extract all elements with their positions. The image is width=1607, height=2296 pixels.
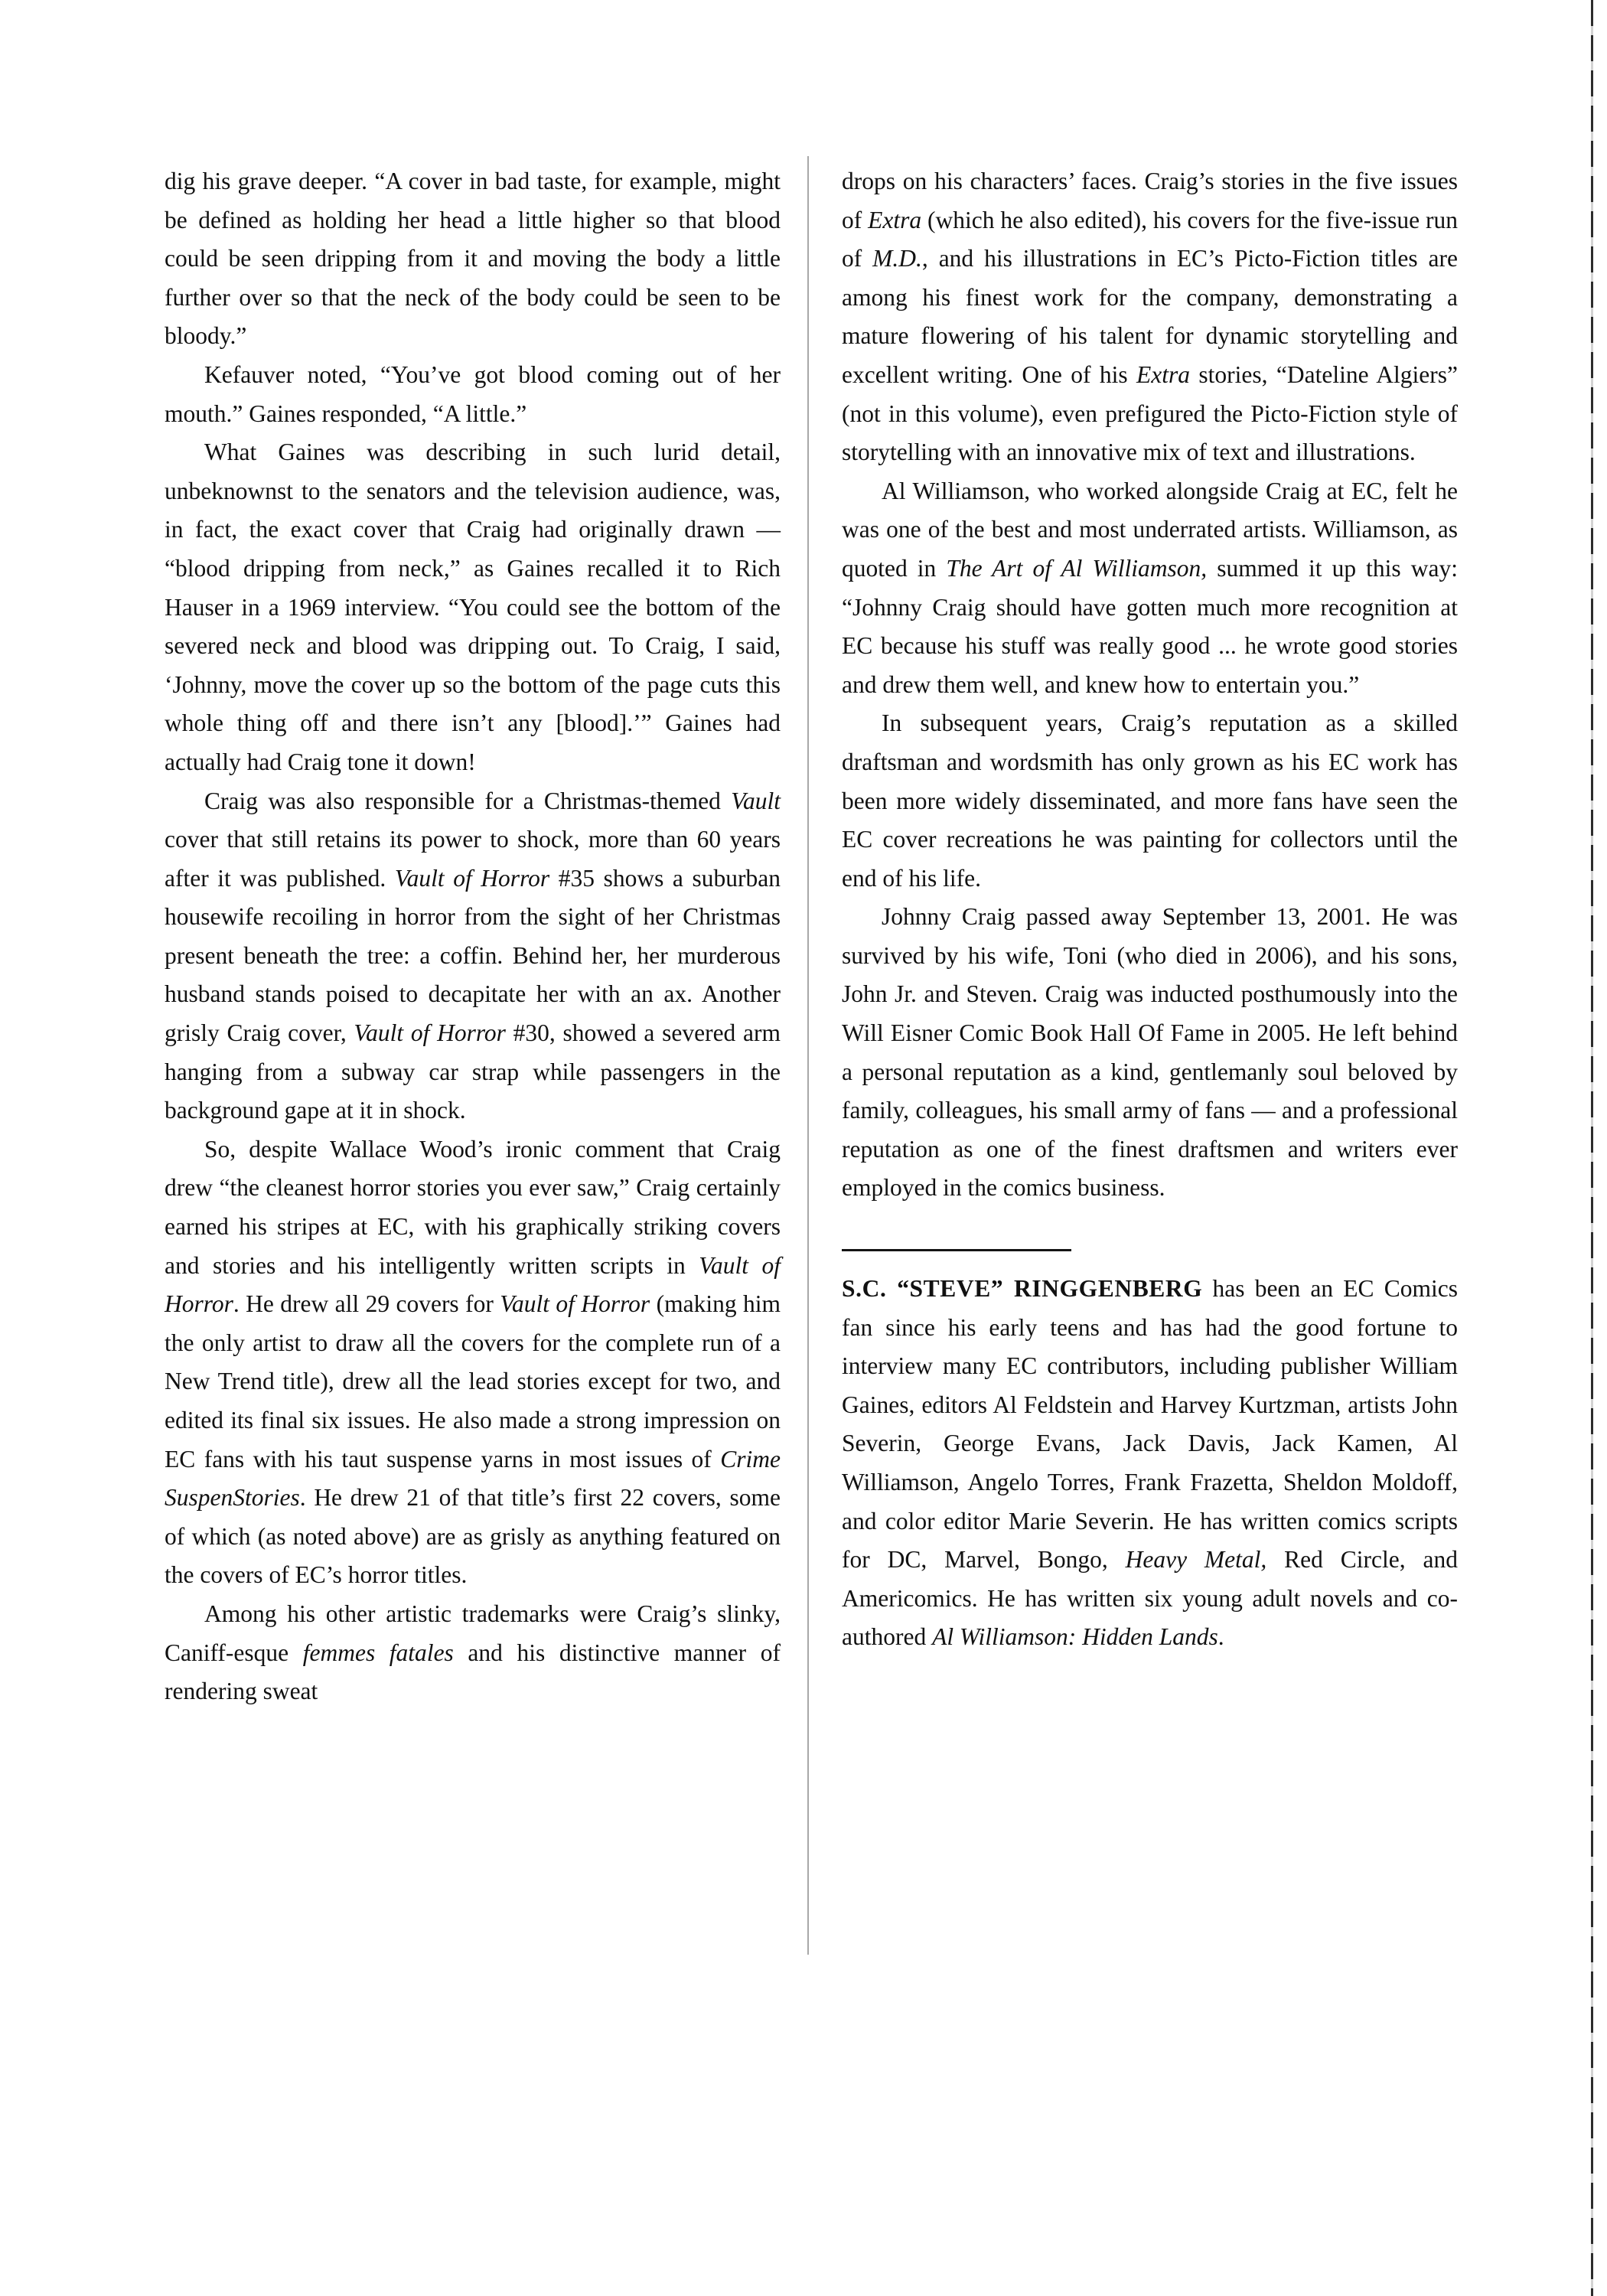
paragraph-p4 (165, 782, 781, 1130)
left-p5-run-5: Crime SuspenStories (165, 1445, 781, 1512)
right-r1-run-1: Extra (868, 206, 922, 233)
left-p2-run-0: Kefauver noted, “You’ve got blood coming out of her mouth.” Gaines responded, “A little.” (165, 360, 781, 427)
byline-paragraph (842, 1270, 1458, 1657)
right-text-column (842, 162, 1458, 1657)
paragraph-p1 (165, 162, 781, 356)
right-r1-run-4: , and his illustrations in EC’s Picto-Fiction titles are among his finest work for the company, demonstrating a mature flowering of his talent for dynamic storytelling and excellent writing. One of his (842, 245, 1458, 388)
right-r2-run-0: Al Williamson, who worked alongside Craig at EC, felt he was one of the best and most underrated artists. Williamson, as quoted in (842, 477, 1458, 582)
left-p5-run-3: Vault of Horror (500, 1290, 650, 1318)
left-p3-run-0: What Gaines was describing in such lurid detail, unbeknownst to the senators and the television audience, was, in fact, the exact cover that Craig had originally drawn — “blood dripping from neck,” as Gaines recalled it to Rich Hauser in a 1969 interview. “You could see the bottom of the severed neck and blood was dripping out. To Craig, I said, ‘Johnny, move the cover up so the bottom of the page cuts this whole thing off and there isn’t any [blood].’” Gaines had actually had Craig tone it down! (165, 439, 781, 775)
byline-run-3: Red Circle, and Americomics. He has written six young adult novels and co-authored (842, 1546, 1458, 1651)
left-p1-run-0: dig his grave deeper. “A cover in bad taste, for example, might be defined as holding her head a little higher so that blood could be seen dripping from it and moving the body a little further over so that the neck of the body could be seen to be bloody.” (165, 168, 781, 350)
left-p5-run-6: . He drew 21 of that title’s first 22 covers, some of which (as noted above) are as grisly as anything featured on the covers of EC’s horror titles. (165, 1484, 781, 1589)
left-p5-run-4: (making him the only artist to draw all the covers for the complete run of a New Trend title), drew all the lead stories except for two, and edited its final six issues. He also made a strong impression on EC fans with his taut suspense yarns in most issues of (165, 1290, 781, 1473)
paragraph-p3 (165, 433, 781, 781)
paragraph-r4 (842, 898, 1458, 1208)
left-text-column (165, 162, 781, 1711)
two-column-text-body (165, 162, 1458, 2152)
left-p5-run-2: . He drew all 29 covers for (233, 1290, 500, 1318)
byline-separator-rule (842, 1249, 1071, 1251)
page-edge-artifact (1591, 0, 1593, 2296)
left-p4-run-3: Vault of Horror (394, 864, 550, 892)
byline-run-1: has been an EC Comics fan since his early teens and has had the good fortune to interview many EC contributors, including publisher William Gaines, editors Al Feldstein and Harvey Kurtzman, artists John Severin, George Evans, Jack Davis, Jack Kamen, Al Williamson, Angelo Torres, Frank Frazetta, Sheldon Moldoff, and color editor Marie Severin. He has written comics scripts for DC, Marvel, Bongo, (842, 1275, 1458, 1574)
right-r1-run-6: stories, “Dateline Algiers” (not in this volume), even prefigured the Picto-Fiction style of storytelling with an innovative mix of text and illustrations. (842, 360, 1458, 466)
left-p4-run-4: #35 shows a suburban housewife recoiling in horror from the sight of her Christmas present beneath the tree: a coffin. Behind her, her murderous husband stands poised to decapitate her with an ax. Another grisly Craig cover, (165, 864, 781, 1047)
right-r2-run-2: summed it up this way: “Johnny Craig should have gotten much more recognition at EC because his stuff was really good ... he wrote good stories and drew them well, and knew how to entertain you.” (842, 554, 1458, 698)
byline-run-4: Al Williamson: Hidden Lands (932, 1623, 1218, 1651)
right-r3-run-0: In subsequent years, Craig’s reputation as a skilled draftsman and wordsmith has only grown as his EC work has been more widely disseminated, and more fans have seen the EC cover recreations he was painting for collectors until the end of his life. (842, 709, 1458, 892)
byline-author-name: S.C. “STEVE” RINGGENBERG (842, 1275, 1203, 1303)
paragraph-p5 (165, 1130, 781, 1595)
paragraph-p2 (165, 356, 781, 433)
left-p4-run-6: #30, showed a severed arm hanging from a subway car strap while passengers in the background gape at it in shock. (165, 1019, 781, 1124)
left-p4-run-5: Vault of Horror (354, 1019, 506, 1047)
paragraph-p6 (165, 1595, 781, 1711)
right-r1-run-0: drops on his characters’ faces. Craig’s stories in the five issues of (842, 168, 1458, 233)
author-byline-block (842, 1249, 1458, 1657)
paragraph-r2 (842, 472, 1458, 705)
right-r1-run-5: Extra (1136, 360, 1191, 388)
right-r1-run-2: (which he also edited), his covers for the five-issue run of (842, 206, 1458, 272)
left-p4-run-2: cover that still retains its power to shock, more than 60 years after it was published. (165, 826, 781, 892)
left-p5-run-1: Vault of Horror (165, 1251, 781, 1318)
right-r1-run-3: M.D. (872, 245, 922, 272)
left-p4-run-1: Vault (731, 787, 781, 814)
left-p5-run-0: So, despite Wallace Wood’s ironic comment that Craig drew “the cleanest horror stories you ever saw,” Craig certainly earned his stripes at EC, with his graphically striking covers and stories and his intelligently written scripts in (165, 1135, 781, 1279)
byline-run-2: Heavy Metal, (1125, 1546, 1267, 1574)
left-p4-run-0: Craig was also responsible for a Christmas-themed (204, 787, 732, 814)
left-p6-run-1: femmes fatales (302, 1639, 454, 1666)
right-r2-run-1: The Art of Al Williamson, (946, 554, 1208, 582)
left-p6-run-0: Among his other artistic trademarks were Craig’s slinky, Caniff-esque (165, 1600, 781, 1666)
left-p6-run-2: and his distinctive manner of rendering sweat (165, 1639, 781, 1705)
right-r4-run-0: Johnny Craig passed away September 13, 2001. He was survived by his wife, Toni (who died in 2006), and his sons, John Jr. and Steven. Craig was inducted posthumously into the Will Eisner Comic Book Hall Of Fame in 2005. He left behind a personal reputation as a kind, gentlemanly soul beloved by family, colleagues, his small army of fans — and a professional reputation as one of the finest draftsmen and writers ever employed in the comics business. (842, 903, 1458, 1202)
paragraph-r3 (842, 704, 1458, 898)
byline-run-5: . (1217, 1623, 1224, 1651)
column-divider-rule (807, 156, 809, 1955)
paragraph-r1 (842, 162, 1458, 472)
